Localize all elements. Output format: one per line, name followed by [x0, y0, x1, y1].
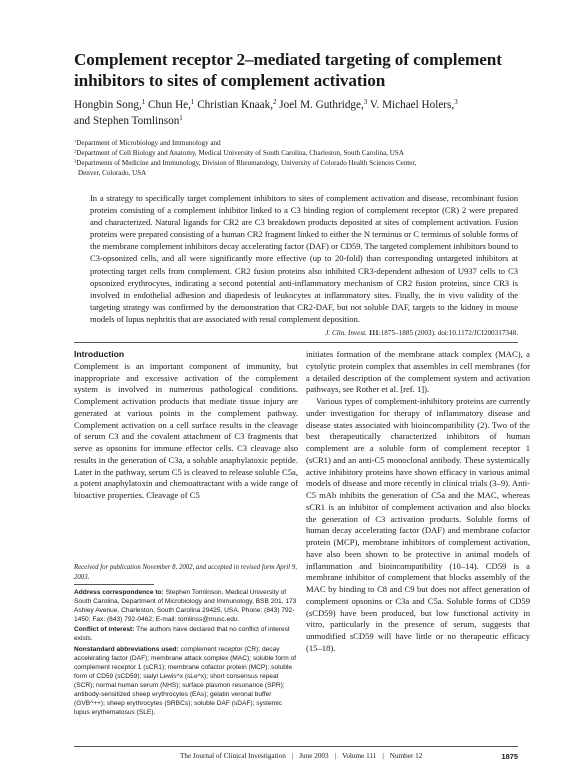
affiliation: $^3$Departments of Medicine and Immunology, Division of Rheumatology, University of Colorado Health Sciences Center,: [74, 158, 417, 167]
footnote: Address correspondence to: Stephen Tomlinson, Medical University of South Carolina, Department of Microbiology and Immunology, BSB 201, 173 Ashley Avenue, Charleston, South Carolina 29425, USA. Phone: (843) 792-1450; Fax: (843) 792-0462; E-mail: tomlinss@musc.edu.: [74, 589, 297, 624]
affiliation: $^2$Department of Cell Biology and Anatomy, Medical University of South Carolina, Charleston, South Carolina, USA: [74, 148, 404, 157]
body-paragraph: Various types of complement-inhibitory proteins are currently under investigation for therapy of inflammatory disease and disease states associated with bioincompatibility (2). Two of the best therapeutically characterized inhibitors of human complement are a soluble form of complement receptor 1 (sCR1) and an anti-C5 monoclonal antibody. These systemically active inhibitory proteins have shown efficacy in various animal models of disease and more recently in clinical trials (3–9). Anti-C5 mAb inhibits the generation of C5a and the MAC, whereas sCR1 is an inhibitor of complement activation and also blocks the generation of C3 activation products. Soluble forms of human decay accelerating factor (DAF) and membrane cofactor protein (MCP), membrane inhibitors of complement activation, have also been shown to be protective in animal models of inflammation and bioincompatibility (10–14). CD59 is a membrane inhibitor of complement that blocks assembly of the MAC by binding to C8 and C9 but does not affect generation of complement opsonins or C3a and C5a. Soluble forms of CD59 (sCD59) have been produced, but low functional activity in vitro, particularly in the presence of serum, suggests that unmodified sCD59 will have little or no therapeutic efficacy (15–18).: [306, 396, 530, 653]
body-paragraph: Complement is an important component of immunity, but inappropriate and excessive activation of the complement system is involved in numerous pathological conditions. Complement activation products that mediate tissue injury are generated at various points in the complement pathway. Complement activation on a cell surface results in the cleavage of serum C3 and the covalent attachment of C3 fragments that serve as opsonins for immune effector cells. C3 cleavage also results in the generation of C3a, a soluble anaphylatoxic peptide. Later in the pathway, serum C5 is cleaved to release soluble C5a, a potent anaphylatoxin and chemoattractant with a wide range of bioactive properties. Cleavage of C5: [74, 360, 298, 500]
right-column: [306, 349, 530, 655]
footnote: Nonstandard abbreviations used: complement receptor (CR); decay accelerating factor (DAF); membrane attack complex (MAC); soluble form of complement receptor 1 (sCR1); membrane cofactor protein (MCP); soluble form of CD59 (sCD59); sialyl Lewis^x (sLe^x); short consensus repeat (SCR); normal human serum (NHS); surface plasmon resonance (SPR); antibody-sensitized sheep erythrocytes (EAs); gelatin veronal buffer (GVB^++); sheep erythrocytes (SRBCs); soluble DAF (sDAF); systemic lupus erythematosus (SLE).: [74, 645, 297, 717]
article-title: Complement receptor 2–mediated targeting of complement inhibitors to sites of complement activation: [74, 50, 502, 90]
author: and Stephen Tomlinson$^1$: [74, 114, 183, 127]
author: Christian Knaak,$^2$: [197, 98, 277, 111]
page-footer: The Journal of Clinical Investigation | June 2003 | Volume 111 | Number 12: [180, 752, 423, 760]
affiliation: Denver, Colorado, USA: [78, 169, 147, 177]
footnote: Conflict of interest: The authors have declared that no conflict of interest exists.: [74, 626, 290, 643]
abstract: In a strategy to specifically target complement inhibitors to sites of complement activation and disease, recombinant fusion proteins consisting of a complement inhibitor linked to a C3 binding region of complement receptor (CR) 2 were prepared and characterized. Natural ligands for CR2 are C3 breakdown products deposited at sites of complement activation. Fusion proteins were prepared consisting of a human CR2 fragment linked to either the N terminus or C terminus of soluble forms of the membrane complement inhibitors decay accelerating factor (DAF) or CD59. The targeted complement inhibitors bound to C3-opsonized cells, and all were significantly more effective (up to 20-fold) than corresponding untargeted inhibitors at protecting target cells from complement. CR2 fusion proteins also inhibited CR3-dependent adhesion of U937 cells to C3 opsonized erythrocytes, indicating a second potential anti-inflammatory mechanism of CR2 fusion proteins, since CR3 is involved in endothelial adhesion and diapedesis of leukocytes at inflammatory sites. Finally, the in vivo validity of the targeting strategy was confirmed by the demonstration that CR2-DAF, but not soluble DAF, targets to the kidney in mouse models of lupus nephritis that are associated with renal complement deposition.: [90, 193, 518, 324]
footer-number: Number 12: [389, 752, 423, 760]
author-list: [74, 97, 534, 129]
affiliation: $^1$Department of Microbiology and Immunology and: [74, 138, 221, 147]
left-column: [74, 349, 298, 502]
footer-journal: The Journal of Clinical Investigation: [180, 752, 286, 760]
author: Joel M. Guthridge,$^3$: [279, 98, 368, 111]
received-note: Received for publication November 8, 2002, and accepted in revised form April 9, 2003.: [74, 564, 297, 581]
author: V. Michael Holers,$^3$: [369, 98, 458, 111]
citation: J. Clin. Invest. 111:1875–1885 (2003). doi:10.1172/JCI200317348.: [325, 329, 518, 337]
footer-divider: [74, 746, 518, 747]
footnotes: [74, 588, 298, 718]
author: Hongbin Song,$^1$: [74, 98, 146, 111]
author: Chun He,$^1$: [148, 98, 195, 111]
section-heading: Introduction: [74, 349, 125, 359]
divider: [74, 342, 518, 343]
footnote-divider: [74, 584, 154, 585]
footer-volume: Volume 111: [342, 752, 377, 760]
body-paragraph: initiates formation of the membrane attack complex (MAC), a cytolytic protein complex that assembles in cell membranes (for a detailed description of the complement system and activation pathways, see Rother et al. [ref. 1]).: [306, 349, 530, 395]
page-number: 1875: [501, 752, 518, 761]
affiliations: [74, 138, 534, 178]
footer-date: June 2003: [299, 752, 329, 760]
